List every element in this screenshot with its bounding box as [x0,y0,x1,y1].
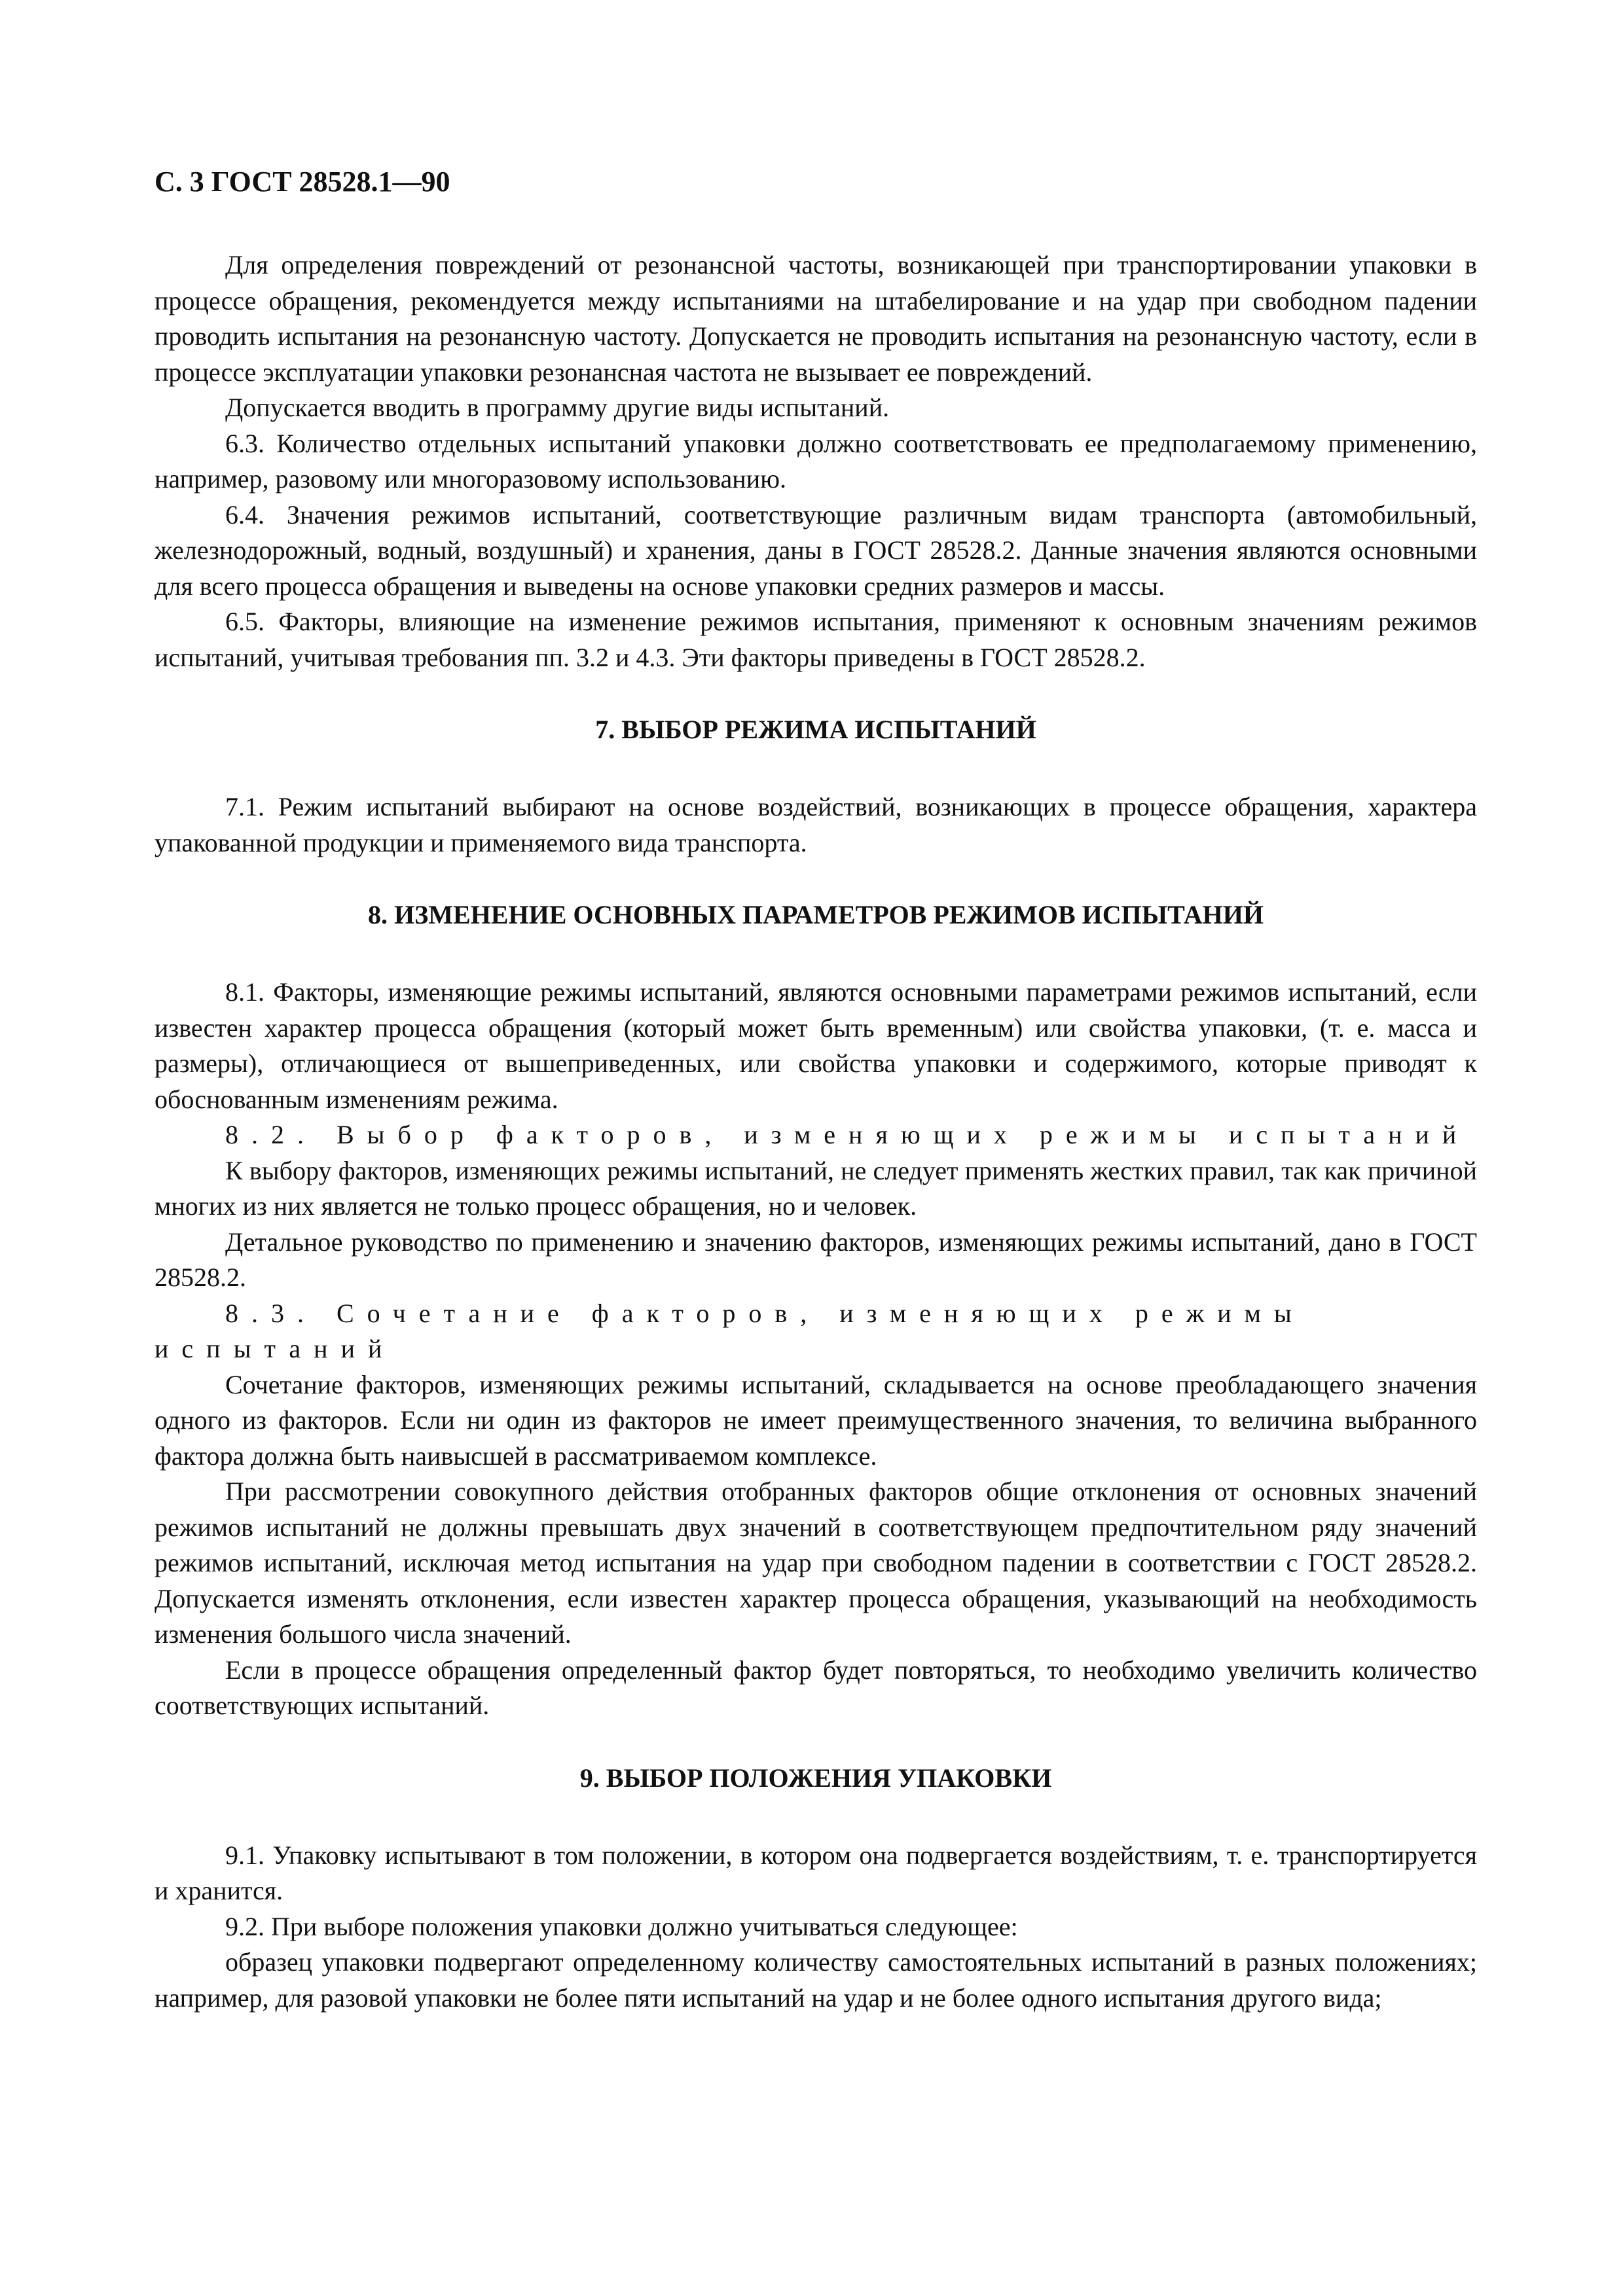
paragraph-other-tests: Допускается вводить в программу другие виды испытаний. [225,393,890,422]
section-7-title: 7. ВЫБОР РЕЖИМА ИСПЫТАНИЙ [595,715,1036,744]
subheading-8-3: 8.3. Сочетание факторов, изменяющих режимы испытаний [155,1298,1305,1363]
section-8-title: 8. ИЗМЕНЕНИЕ ОСНОВНЫХ ПАРАМЕТРОВ РЕЖИМОВ ИСПЫТАНИЙ [368,900,1264,929]
paragraph-6-5: 6.5. Факторы, влияющие на изменение режимов испытания, применяют к основным значениям режимов испытаний, учитывая требования пп. 3.2 и 4.3. Эти факторы приведены в ГОСТ 28528.2. [155,607,1477,672]
section-9-title: 9. ВЫБОР ПОЛОЖЕНИЯ УПАКОВКИ [579,1763,1052,1793]
paragraph-9-2: 9.2. При выборе положения упаковки должно учитываться следующее: [225,1911,1018,1941]
page-header: С. 3 ГОСТ 28528.1—90 [155,166,450,198]
paragraph-9-1: 9.1. Упаковку испытывают в том положении, в котором она подвергается воздействиям, т. е. транспортируется и хранится. [155,1840,1477,1905]
paragraph-9-2-sample: образец упаковки подвергают определенному количеству самостоятельных испытаний в разных положениях; например, для разовой упаковки не более пяти испытаний на удар и не более одного испытания другого вида; [155,1947,1477,2013]
paragraph-8-3-combination: Сочетание факторов, изменяющих режимы испытаний, складывается на основе преобладающего значения одного из факторов. Если ни один из факторов не имеет преимущественного значения, то величина выбранного фактора должна быть наивысшей в рассматриваемом комплексе. [155,1369,1477,1471]
paragraph-8-3-deviations: При рассмотрении совокупного действия отобранных факторов общие отклонения от основных значений режимов испытаний не должны превышать двух значений в соответствующем предпочтительном ряду значений режимов испытаний, исключая метод испытания на удар при свободном падении в соответствии с ГОСТ 28528.2. Допускается изменять отклонения, если известен характер процесса обращения, указывающий на необходимость изменения большого числа значений. [155,1477,1477,1649]
paragraph-7-1: 7.1. Режим испытаний выбирают на основе воздействий, возникающих в процессе обращения, характера упакованной продукции и применяемого вида транспорта. [155,792,1477,857]
paragraph-8-1: 8.1. Факторы, изменяющие режимы испытаний, являются основными параметрами режимов испытаний, если известен характер процесса обращения (который может быть временным) или свойства упаковки, (т. е. масса и размеры), отличающиеся от вышеприведенных, или свойства упаковки и содержимого, которые приводят к обоснованным изменениям режима. [155,977,1477,1114]
subheading-8-2: 8.2. Выбор факторов, изменяющих режимы испытаний [225,1120,1470,1149]
paragraph-6-4: 6.4. Значения режимов испытаний, соответствующие различным видам транспорта (автомобильный, железнодорожный, водный, воздушный) и хранения, даны в ГОСТ 28528.2. Данные значения являются основными для всего процесса обращения и выведены на основе упаковки средних размеров и массы. [155,499,1477,601]
paragraph-6-3: 6.3. Количество отдельных испытаний упаковки должно соответствовать ее предполагаемому применению, например, разовому или многоразовому использованию. [155,428,1477,493]
paragraph-8-3-repeat: Если в процессе обращения определенный фактор будет повторяться, то необходимо увеличить количество соответствующих испытаний. [155,1655,1477,1720]
paragraph-8-2-guide: Детальное руководство по применению и значению факторов, изменяющих режимы испытаний, дано в ГОСТ 28528.2. [155,1227,1477,1292]
paragraph-8-2-rules: К выбору факторов, изменяющих режимы испытаний, не следует применять жестких правил, так как причиной многих из них является не только процесс обращения, но и человек. [155,1155,1477,1221]
document-page [155,164,1477,2016]
paragraph-resonance: Для определения повреждений от резонансной частоты, возникающей при транспортировании упаковки в процессе обращения, рекомендуется между испытаниями на штабелирование и на удар при свободном падении проводить испытания на резонансную частоту. Допускается не проводить испытания на резонансную частоту, если в процессе эксплуатации упаковки резонансная частота не вызывает ее повреждений. [155,250,1477,387]
